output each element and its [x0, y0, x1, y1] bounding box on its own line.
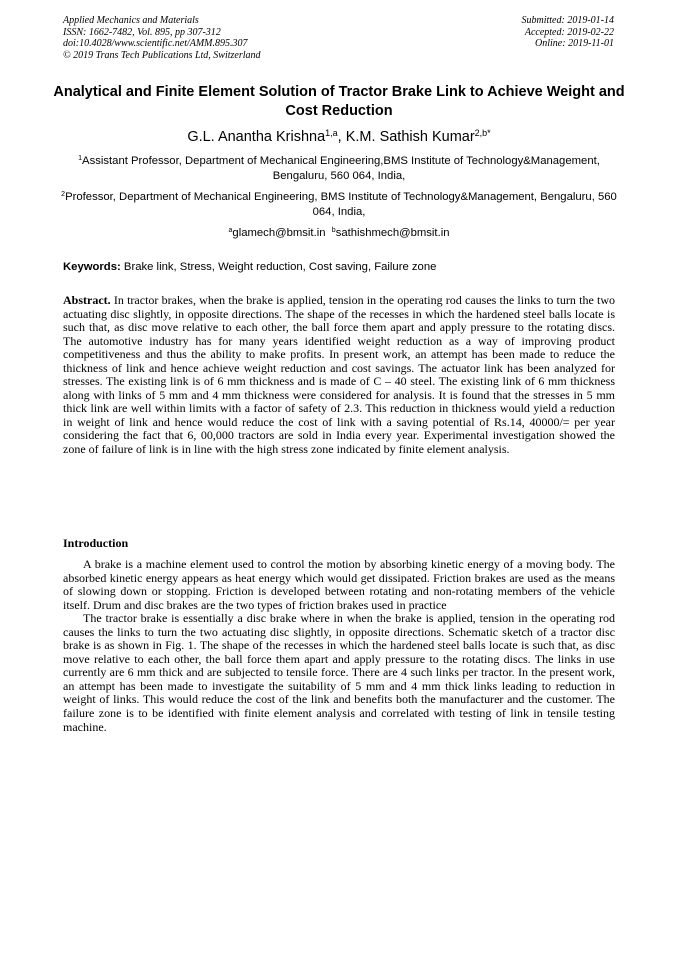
email-line: [60, 224, 618, 240]
email-1[interactable]: glamech@bmsit.in: [232, 227, 326, 239]
journal-name: Applied Mechanics and Materials: [63, 15, 199, 26]
author-1-name: G.L. Anantha Krishna: [187, 129, 326, 145]
author-separator: ,: [337, 129, 346, 145]
date-submitted: Submitted: 2019-01-14: [521, 15, 614, 26]
affiliation-2-text: Professor, Department of Mechanical Engineering, BMS Institute of Technology&Management, Bengaluru, 560 064, India,: [65, 191, 617, 218]
affiliation-1-text: Assistant Professor, Department of Mechanical Engineering,BMS Institute of Technology&Management, Bengaluru, 560 064, India,: [82, 155, 600, 182]
date-accepted: Accepted: 2019-02-22: [524, 26, 614, 38]
date-online: Online: 2019-11-01: [535, 38, 614, 49]
author-line: [50, 124, 628, 146]
keywords: [63, 260, 615, 274]
intro-paragraph-1: A brake is a machine element used to control the motion by absorbing kinetic energy of a moving body. The absorbed kinetic energy appears as heat energy which would get dissipated. Friction brakes are used as the means of slowing down or stopping. Friction is developed between rotating and non-rotating members of the vehicle itself. Drum and disc brakes are the two types of friction brakes used in practice: [63, 557, 615, 612]
affiliation-2-sup: 2: [61, 191, 66, 198]
affiliation-2: [60, 188, 618, 219]
author-2-name: K.M. Sathish Kumar: [345, 129, 475, 145]
journal-doi[interactable]: doi:10.4028/www.scientific.net/AMM.895.307: [63, 38, 248, 49]
author-2-sup: 2,b*: [474, 128, 491, 138]
email-2[interactable]: sathishmech@bmsit.in: [335, 227, 450, 239]
affiliation-1-sup: 1: [78, 155, 83, 162]
paper-title: Analytical and Finite Element Solution of Tractor Brake Link to Achieve Weight and Cost Reduction: [53, 84, 625, 119]
introduction-heading: Introduction: [63, 536, 129, 550]
journal-issn: ISSN: 1662-7482, Vol. 895, pp 307-312: [63, 26, 221, 38]
journal-header-right: [522, 15, 615, 50]
email-1-sup: a: [228, 227, 233, 234]
journal-header-left: [63, 15, 261, 61]
intro-paragraph-2: The tractor brake is essentially a disc brake where in when the brake is applied, tension in the operating rod causes the links to turn the two actuating disc slightly, in opposite directions. Schematic sketch of a tractor disc brake is as shown in Fig. 1. The shape of the recesses in which the hardened steel balls locate is such that, as disc move relative to each other, the ball force them apart and apply pressure to the rotating discs. The links in use currently are 6 mm thick and are subjected to tensile force. There are 4 such links per tractor. In the present work, an attempt has been made to investigate the suitability of 5 mm and 4 mm thick links leading to reduction in weight of links. This would reduce the cost of the link and benefits both the manufacturer and the customer. The failure zone is to be identified with finite element analysis and correlated with testing of link in tensile testing machine.: [63, 611, 615, 734]
journal-copyright: © 2019 Trans Tech Publications Ltd, Switzerland: [63, 49, 261, 61]
email-2-sup: b: [331, 227, 336, 234]
introduction-body: [63, 558, 615, 734]
abstract: [63, 294, 615, 457]
keywords-text: Brake link, Stress, Weight reduction, Cost saving, Failure zone: [120, 261, 437, 273]
affiliation-1: [60, 152, 618, 183]
abstract-text: In tractor brakes, when the brake is applied, tension in the operating rod causes the links to turn the two actuating disc slightly, in opposite directions. The shape of the recesses in which the hardened steel balls locate is such that, as disc move relative to each other, the ball force them apart and apply pressure to the rotating discs. The automotive industry has for many years identified weight reduction as a way of improving product competitiveness and thus the ability to make profits. In present work, an attempt has been made to reduce the thickness of link and hence achieve weight reduction and cost savings. The actuator link has been analyzed for stresses. The existing link is of 6 mm thickness and is made of C – 40 steel. The existing link of 6 mm thickness along with links of 5 mm and 4 mm thickness were considered for analysis. It is found that the stresses in 5 mm thick link are well within limits with a factor of safety of 2.3. This reduction in thickness would yield a reduction in weight of link and hence would reduce the cost of link with a saving potential of Rs.14, 40000/= per year considering the fact that 6, 00,000 tractors are sold in India every year. Experimental investigation showed the zone of failure of link is in line with the high stress zone indicated by finite element analysis.: [63, 293, 615, 457]
abstract-label: Abstract.: [63, 293, 111, 307]
keywords-label: Keywords:: [63, 261, 121, 273]
author-1-sup: 1,a: [325, 128, 338, 138]
